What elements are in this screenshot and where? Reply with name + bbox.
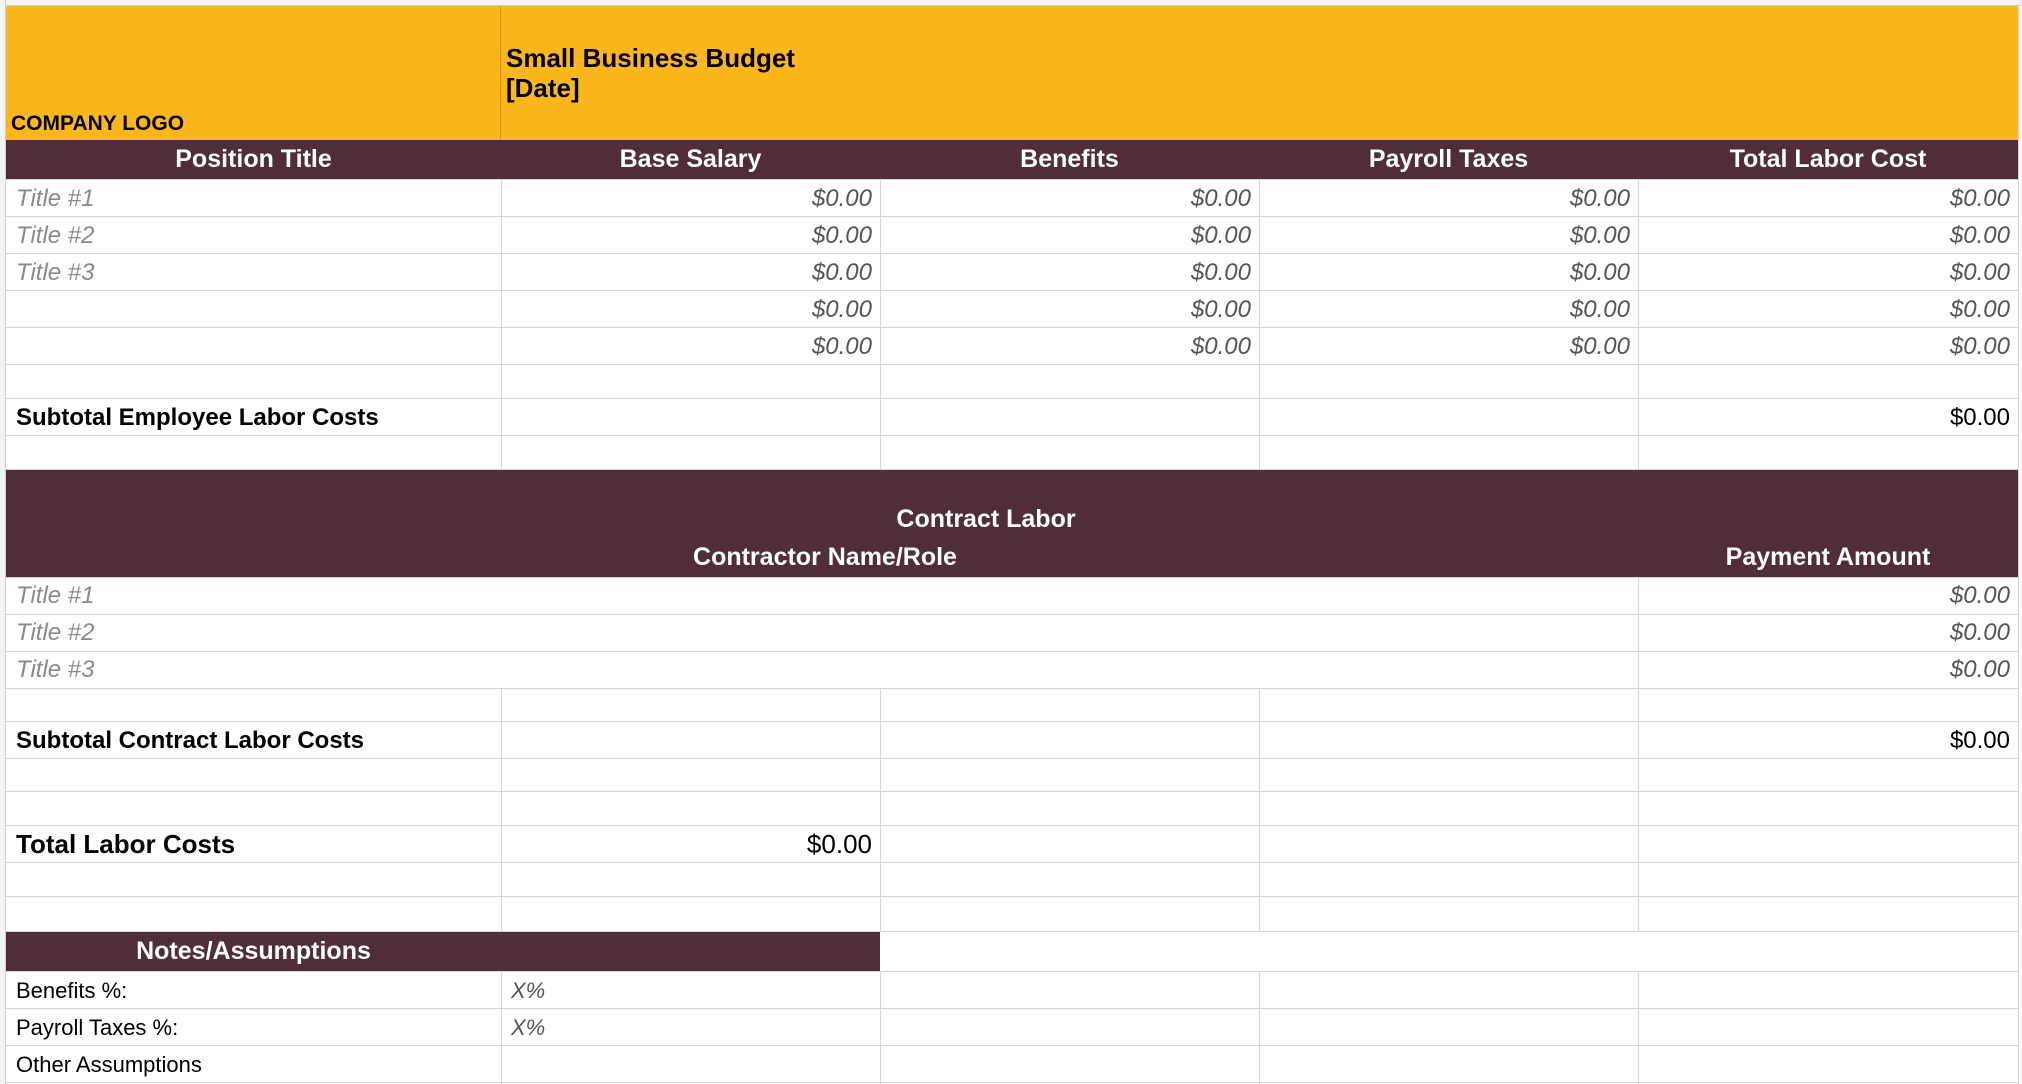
benefits-cell[interactable]: $0.00 xyxy=(1190,259,1251,286)
gridline-horizontal xyxy=(6,758,2018,759)
company-logo-placeholder[interactable]: COMPANY LOGO xyxy=(11,112,185,135)
position-title-cell[interactable]: Title #1 xyxy=(16,185,95,212)
payroll-taxes-cell[interactable]: $0.00 xyxy=(1569,222,1630,249)
gridline-horizontal xyxy=(6,253,2018,254)
col-header-base-salary[interactable]: Base Salary xyxy=(619,145,762,173)
base-salary-cell[interactable]: $0.00 xyxy=(811,259,872,286)
note-value[interactable] xyxy=(501,1046,880,1083)
title-band xyxy=(6,6,2018,140)
gridline-vertical xyxy=(501,688,502,932)
gridline-vertical xyxy=(1259,971,1260,1084)
date-field[interactable]: [Date] xyxy=(506,73,580,103)
contractor-name-cell[interactable]: Title #1 xyxy=(16,582,95,609)
gridline-vertical xyxy=(501,971,502,1084)
benefits-cell[interactable]: $0.00 xyxy=(1190,222,1251,249)
gridline-vertical xyxy=(1638,688,1639,932)
gridline-horizontal xyxy=(6,327,2018,328)
total-labor-cost-cell[interactable]: $0.00 xyxy=(1949,296,2010,323)
total-labor-cost-cell[interactable]: $0.00 xyxy=(1949,222,2010,249)
gridline-horizontal xyxy=(6,216,2018,217)
gridline-horizontal xyxy=(6,398,2018,399)
gridline-horizontal xyxy=(6,290,2018,291)
gridline-vertical xyxy=(880,688,881,932)
gridline-vertical xyxy=(1259,179,1260,469)
note-value[interactable]: X% xyxy=(511,1015,546,1040)
gridline-horizontal xyxy=(6,179,2018,180)
base-salary-cell[interactable]: $0.00 xyxy=(811,222,872,249)
gridline-horizontal xyxy=(6,577,2018,578)
contractor-name-cell[interactable]: Title #2 xyxy=(16,619,95,646)
gridline-horizontal xyxy=(6,971,2018,972)
benefits-cell[interactable]: $0.00 xyxy=(1190,333,1251,360)
benefits-cell[interactable]: $0.00 xyxy=(1190,296,1251,323)
subtotal-contract-value[interactable]: $0.00 xyxy=(1949,727,2010,754)
subtotal-employee-label[interactable]: Subtotal Employee Labor Costs xyxy=(16,404,379,431)
note-label[interactable]: Other Assumptions xyxy=(16,1052,202,1077)
gridline-horizontal xyxy=(6,862,2018,863)
gridline-horizontal xyxy=(6,791,2018,792)
gridline-horizontal xyxy=(6,825,2018,826)
gridline-horizontal xyxy=(6,1082,2018,1083)
position-title-cell[interactable]: Title #3 xyxy=(16,259,95,286)
col-header-position-title[interactable]: Position Title xyxy=(175,145,332,173)
gridline-horizontal xyxy=(6,469,2018,470)
position-title-cell[interactable]: Title #2 xyxy=(16,222,95,249)
gridline-vertical xyxy=(880,971,881,1084)
gridline-vertical xyxy=(1638,179,1639,469)
total-labor-cost-cell[interactable]: $0.00 xyxy=(1949,259,2010,286)
gridline-horizontal xyxy=(6,896,2018,897)
payment-amount-cell[interactable]: $0.00 xyxy=(1949,619,2010,646)
gridline-horizontal xyxy=(6,651,2018,652)
position-title-cell[interactable] xyxy=(6,328,501,365)
gridline-horizontal xyxy=(6,614,2018,615)
payroll-taxes-cell[interactable]: $0.00 xyxy=(1569,259,1630,286)
gridline-horizontal xyxy=(6,1045,2018,1046)
gridline-vertical xyxy=(880,179,881,469)
col-header-payment-amount[interactable]: Payment Amount xyxy=(1725,543,1931,571)
subtotal-employee-value[interactable]: $0.00 xyxy=(1949,404,2010,431)
gridline-horizontal xyxy=(6,1008,2018,1009)
note-label[interactable]: Payroll Taxes %: xyxy=(16,1015,179,1040)
gridline-horizontal xyxy=(6,364,2018,365)
contractor-name-cell[interactable]: Title #3 xyxy=(16,656,95,683)
gridline-horizontal xyxy=(6,435,2018,436)
col-header-contractor-name[interactable]: Contractor Name/Role xyxy=(693,543,957,571)
gridline-vertical xyxy=(1638,578,1639,688)
payment-amount-cell[interactable]: $0.00 xyxy=(1949,656,2010,683)
payment-amount-cell[interactable]: $0.00 xyxy=(1949,582,2010,609)
gridline-vertical xyxy=(501,179,502,469)
total-labor-costs-label[interactable]: Total Labor Costs xyxy=(16,829,236,859)
gridline-horizontal xyxy=(6,688,2018,689)
subtotal-contract-label[interactable]: Subtotal Contract Labor Costs xyxy=(16,727,365,754)
notes-header[interactable]: Notes/Assumptions xyxy=(136,937,371,965)
note-label[interactable]: Benefits %: xyxy=(16,978,128,1003)
base-salary-cell[interactable]: $0.00 xyxy=(811,333,872,360)
gridline-horizontal xyxy=(6,931,2018,932)
total-labor-cost-cell[interactable]: $0.00 xyxy=(1949,333,2010,360)
position-title-cell[interactable] xyxy=(6,291,501,328)
benefits-cell[interactable]: $0.00 xyxy=(1190,185,1251,212)
payroll-taxes-cell[interactable]: $0.00 xyxy=(1569,333,1630,360)
page-title[interactable]: Small Business Budget xyxy=(506,43,795,73)
note-value[interactable]: X% xyxy=(511,978,546,1003)
col-header-benefits[interactable]: Benefits xyxy=(1020,145,1119,173)
base-salary-cell[interactable]: $0.00 xyxy=(811,296,872,323)
total-labor-cost-cell[interactable]: $0.00 xyxy=(1949,185,2010,212)
gridline-vertical xyxy=(1259,688,1260,932)
col-header-payroll-taxes[interactable]: Payroll Taxes xyxy=(1368,145,1529,173)
gridline-horizontal xyxy=(6,721,2018,722)
base-salary-cell[interactable]: $0.00 xyxy=(811,185,872,212)
title-band-divider xyxy=(500,6,501,140)
gridline-vertical xyxy=(2018,6,2019,1084)
col-header-total-labor-cost[interactable]: Total Labor Cost xyxy=(1729,145,1927,173)
total-labor-costs-value[interactable]: $0.00 xyxy=(806,829,872,859)
contract-labor-section-title[interactable]: Contract Labor xyxy=(896,505,1076,533)
gridline-vertical xyxy=(1638,971,1639,1084)
payroll-taxes-cell[interactable]: $0.00 xyxy=(1569,185,1630,212)
payroll-taxes-cell[interactable]: $0.00 xyxy=(1569,296,1630,323)
